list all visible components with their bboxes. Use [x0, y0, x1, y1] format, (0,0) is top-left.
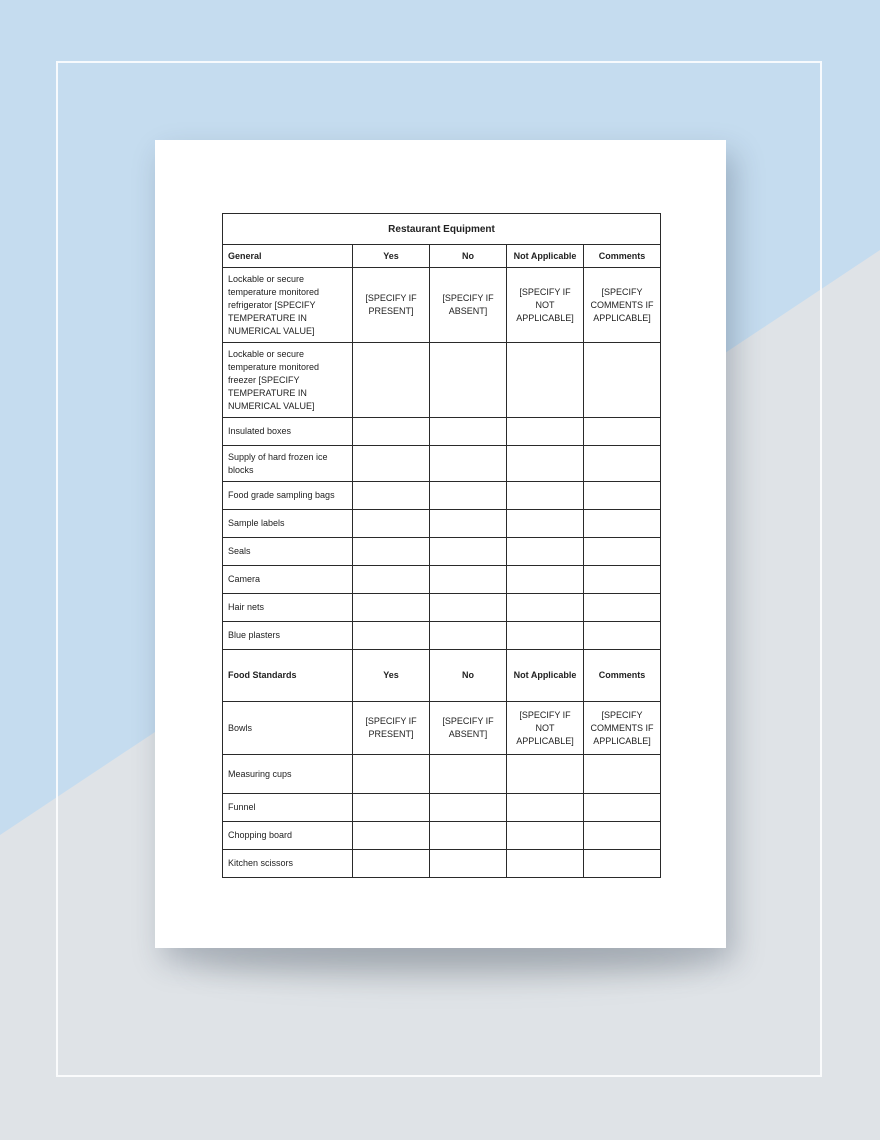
not-applicable-cell[interactable] — [507, 418, 584, 446]
comments-cell[interactable] — [584, 446, 661, 482]
comments-cell[interactable] — [584, 794, 661, 822]
yes-cell[interactable] — [353, 622, 430, 650]
comments-cell[interactable] — [584, 418, 661, 446]
section-heading: Food Standards — [223, 650, 353, 702]
item-label: Measuring cups — [223, 755, 353, 794]
comments-cell[interactable] — [584, 822, 661, 850]
table-row — [223, 538, 661, 566]
not-applicable-cell[interactable] — [507, 850, 584, 878]
item-label: Bowls — [223, 702, 353, 755]
table-row — [223, 702, 661, 755]
column-header-no: No — [430, 650, 507, 702]
column-header-not-applicable: Not Applicable — [507, 245, 584, 268]
section-header-row — [223, 650, 661, 702]
comments-cell[interactable] — [584, 622, 661, 650]
no-cell[interactable] — [430, 343, 507, 418]
table-row — [223, 268, 661, 343]
no-cell[interactable] — [430, 538, 507, 566]
comments-cell[interactable] — [584, 510, 661, 538]
table-row — [223, 510, 661, 538]
not-applicable-cell[interactable] — [507, 794, 584, 822]
not-applicable-cell[interactable] — [507, 822, 584, 850]
not-applicable-cell[interactable]: [SPECIFY IF NOT APPLICABLE] — [507, 702, 584, 755]
item-label: Blue plasters — [223, 622, 353, 650]
column-header-yes: Yes — [353, 245, 430, 268]
comments-cell[interactable] — [584, 482, 661, 510]
table-row — [223, 850, 661, 878]
table-row — [223, 755, 661, 794]
yes-cell[interactable] — [353, 822, 430, 850]
no-cell[interactable] — [430, 794, 507, 822]
yes-cell[interactable] — [353, 755, 430, 794]
item-label: Lockable or secure temperature monitored refrigerator [SPECIFY TEMPERATURE IN NUMERICAL VALUE] — [223, 268, 353, 343]
column-header-no: No — [430, 245, 507, 268]
comments-cell[interactable] — [584, 538, 661, 566]
column-header-not-applicable: Not Applicable — [507, 650, 584, 702]
comments-cell[interactable] — [584, 594, 661, 622]
table-row — [223, 446, 661, 482]
not-applicable-cell[interactable] — [507, 482, 584, 510]
table-row — [223, 343, 661, 418]
no-cell[interactable] — [430, 510, 507, 538]
comments-cell[interactable] — [584, 755, 661, 794]
table-row — [223, 594, 661, 622]
no-cell[interactable]: [SPECIFY IF ABSENT] — [430, 268, 507, 343]
yes-cell[interactable] — [353, 594, 430, 622]
not-applicable-cell[interactable]: [SPECIFY IF NOT APPLICABLE] — [507, 268, 584, 343]
table-title-row — [223, 214, 661, 245]
table-row — [223, 566, 661, 594]
no-cell[interactable] — [430, 622, 507, 650]
item-label: Food grade sampling bags — [223, 482, 353, 510]
table-title: Restaurant Equipment — [223, 214, 661, 245]
equipment-checklist-table — [222, 213, 661, 878]
item-label: Supply of hard frozen ice blocks — [223, 446, 353, 482]
not-applicable-cell[interactable] — [507, 510, 584, 538]
not-applicable-cell[interactable] — [507, 594, 584, 622]
no-cell[interactable] — [430, 446, 507, 482]
section-header-row — [223, 245, 661, 268]
yes-cell[interactable] — [353, 850, 430, 878]
no-cell[interactable]: [SPECIFY IF ABSENT] — [430, 702, 507, 755]
yes-cell[interactable] — [353, 446, 430, 482]
yes-cell[interactable] — [353, 418, 430, 446]
comments-cell[interactable] — [584, 850, 661, 878]
not-applicable-cell[interactable] — [507, 343, 584, 418]
yes-cell[interactable] — [353, 510, 430, 538]
table-row — [223, 622, 661, 650]
yes-cell[interactable]: [SPECIFY IF PRESENT] — [353, 268, 430, 343]
no-cell[interactable] — [430, 566, 507, 594]
item-label: Seals — [223, 538, 353, 566]
yes-cell[interactable]: [SPECIFY IF PRESENT] — [353, 702, 430, 755]
item-label: Kitchen scissors — [223, 850, 353, 878]
no-cell[interactable] — [430, 822, 507, 850]
table-row — [223, 482, 661, 510]
comments-cell[interactable] — [584, 566, 661, 594]
not-applicable-cell[interactable] — [507, 538, 584, 566]
table-row — [223, 794, 661, 822]
not-applicable-cell[interactable] — [507, 755, 584, 794]
yes-cell[interactable] — [353, 482, 430, 510]
no-cell[interactable] — [430, 755, 507, 794]
column-header-yes: Yes — [353, 650, 430, 702]
column-header-comments: Comments — [584, 245, 661, 268]
yes-cell[interactable] — [353, 538, 430, 566]
not-applicable-cell[interactable] — [507, 566, 584, 594]
no-cell[interactable] — [430, 418, 507, 446]
no-cell[interactable] — [430, 594, 507, 622]
item-label: Lockable or secure temperature monitored freezer [SPECIFY TEMPERATURE IN NUMERICAL VALUE] — [223, 343, 353, 418]
comments-cell[interactable] — [584, 343, 661, 418]
item-label: Hair nets — [223, 594, 353, 622]
comments-cell[interactable]: [SPECIFY COMMENTS IF APPLICABLE] — [584, 702, 661, 755]
item-label: Funnel — [223, 794, 353, 822]
not-applicable-cell[interactable] — [507, 622, 584, 650]
document-page — [155, 140, 726, 948]
item-label: Sample labels — [223, 510, 353, 538]
table-row — [223, 418, 661, 446]
item-label: Camera — [223, 566, 353, 594]
no-cell[interactable] — [430, 482, 507, 510]
table-row — [223, 822, 661, 850]
comments-cell[interactable]: [SPECIFY COMMENTS IF APPLICABLE] — [584, 268, 661, 343]
column-header-comments: Comments — [584, 650, 661, 702]
yes-cell[interactable] — [353, 343, 430, 418]
section-heading: General — [223, 245, 353, 268]
item-label: Insulated boxes — [223, 418, 353, 446]
yes-cell[interactable] — [353, 794, 430, 822]
not-applicable-cell[interactable] — [507, 446, 584, 482]
yes-cell[interactable] — [353, 566, 430, 594]
item-label: Chopping board — [223, 822, 353, 850]
no-cell[interactable] — [430, 850, 507, 878]
